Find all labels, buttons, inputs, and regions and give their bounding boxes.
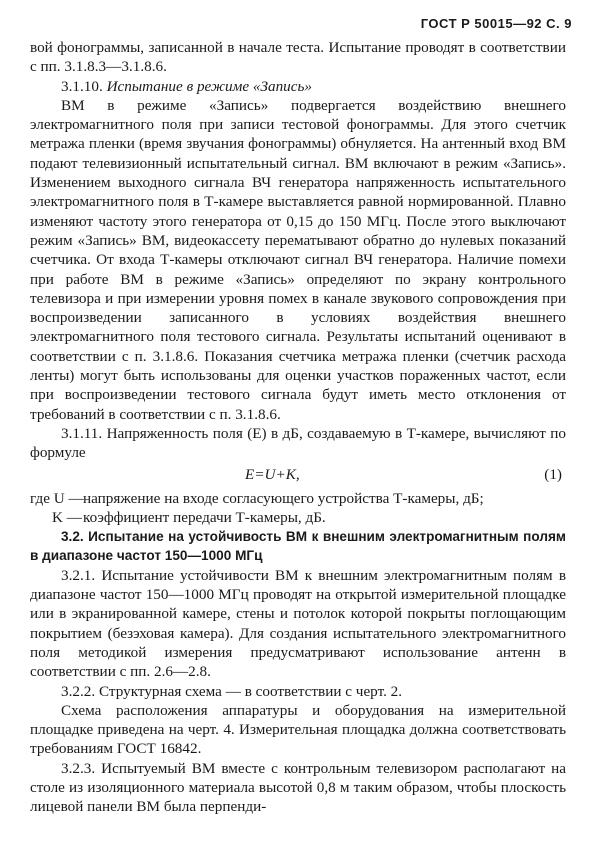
section-3-2-heading: 3.2. Испытание на устойчивость ВМ к внешним электромагнитным полям в диапазоне частот 150—1000 МГц bbox=[30, 529, 566, 564]
paragraph-layout: Схема расположения аппаратуры и оборудования на измерительной площадке приведена на черт. 4. Измерительная площадка должна соответствовать требованиям ГОСТ 16842. bbox=[30, 701, 566, 758]
definition-k-text: коэффициент передачи Т-камеры, дБ. bbox=[83, 508, 326, 526]
section-title: Испытание в режиме «Запись» bbox=[106, 77, 313, 95]
definition-u-text: напряжение на входе согласующего устройства Т-камеры, дБ; bbox=[83, 489, 484, 507]
formula-row bbox=[30, 465, 566, 487]
paragraph-3-1-11: 3.1.11. Напряженность поля (E) в дБ, создаваемую в Т-камере, вычисляют по формуле bbox=[30, 424, 566, 462]
paragraph-3-2-2: 3.2.2. Структурная схема — в соответствии с черт. 2. bbox=[61, 682, 403, 700]
document-page bbox=[30, 14, 572, 817]
formula: E=U+K, bbox=[245, 465, 300, 483]
definition-u-lead: где U — bbox=[30, 489, 84, 507]
formula-number: (1) bbox=[544, 465, 562, 483]
paragraph-record-mode: ВМ в режиме «Запись» подвергается воздействию внешнего электромагнитного поля при записи тестовой фонограммы. Для этого счетчик метража пленки (время звучания фонограммы) обнуляется. На антенный вход ВМ подают телевизионный испытательный сигнал. ВМ включают в режим «Запись». Изменением выходного сигнала ВЧ генератора напряженность испытательного электромагнитного поля в Т-камере выставляется равной нормированной. Плавно изменяют частоту этого генератора от 0,15 до 150 МГц. После этого выключают режим «Запись» ВМ, видеокассету перематывают обратно до нулевых показаний счетчика. От входа Т-камеры отключают сигнал ВЧ генератора. Наличие помехи при работе ВМ в режиме «Запись» определяют по экрану контрольного телевизора и при измерении уровня помех в канале звукового сопровождения при воспроизведении записанного в условиях воздействия внешнего электромагнитного поля тестового сигнала. Результаты испытаний оценивают в соответствии с п. 3.1.8.6. Показания счетчика метража пленки (счетчик расхода ленты) могут быть использованы для оценки участков пораженных частот, если при воспроизведении тестового сигнала будут иметь место отклонения от требований в соответствии с п. 3.1.8.6. bbox=[30, 96, 566, 423]
paragraph-3-2-1: 3.2.1. Испытание устойчивости ВМ к внешним электромагнитным полям в диапазоне частот 150—1000 МГц проводят на открытой измерительной площадке или в экранированной камере, стены и потолок которой покрыты поглощающим покрытием (безэховая камера). Для создания испытательного электромагнитного поля методикой измерения предусматривают использование антенн в соответствии с пп. 2.6—2.8. bbox=[30, 566, 566, 681]
section-number: 3.1.10. bbox=[61, 77, 103, 95]
section-3-1-10-heading bbox=[30, 77, 566, 96]
paragraph-continuation: вой фонограммы, записанной в начале теста. Испытание проводят в соответствии с пп. 3.1.8.3—3.1.8.6. bbox=[30, 39, 566, 76]
definition-u bbox=[30, 489, 566, 508]
definition-k-lead: K — bbox=[52, 508, 82, 526]
paragraph-3-2-3: 3.2.3. Испытуемый ВМ вместе с контрольным телевизором располагают на столе из изоляционного материала высотой 0,8 м таким образом, чтобы плоскость лицевой панели ВМ была перпенди- bbox=[30, 759, 566, 816]
definition-k bbox=[30, 508, 566, 527]
page-header: ГОСТ Р 50015—92 С. 9 bbox=[420, 16, 572, 31]
